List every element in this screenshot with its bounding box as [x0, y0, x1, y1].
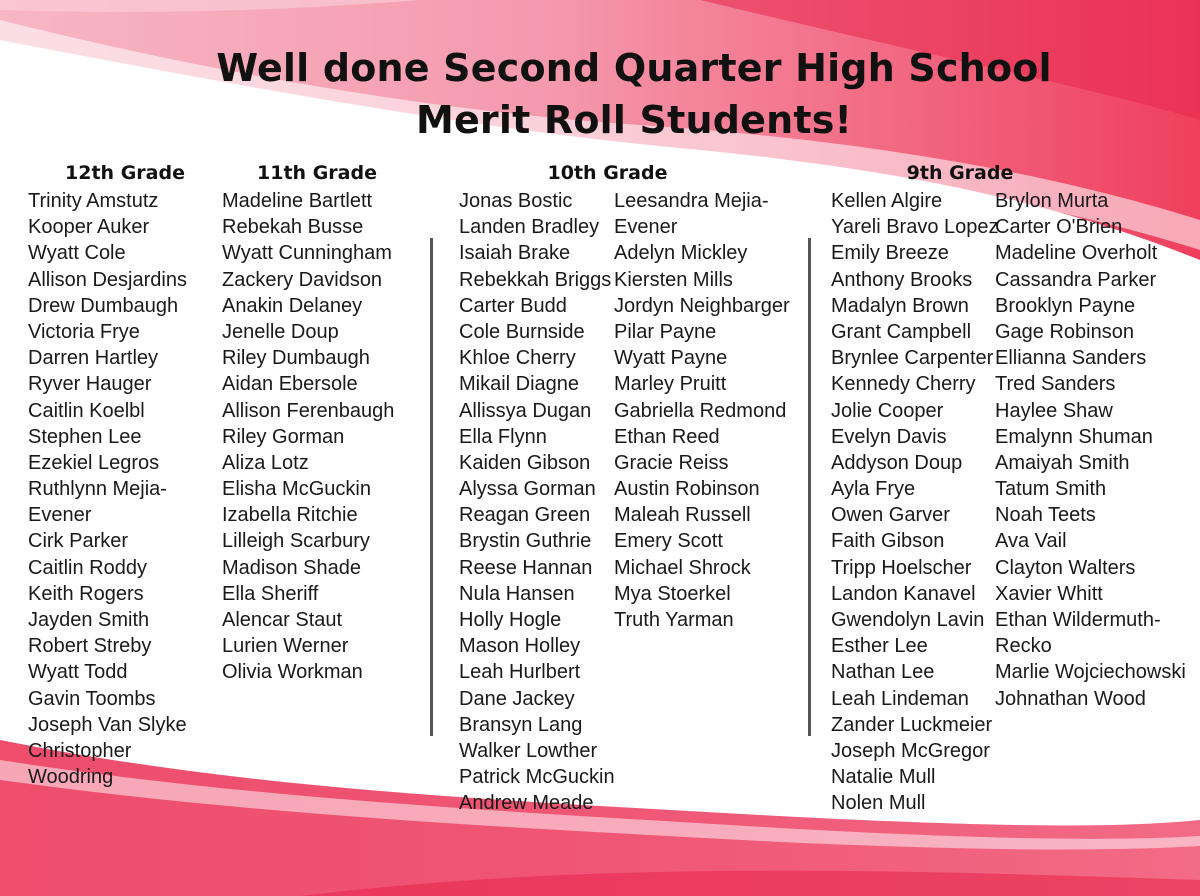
student-name: Keith Rogers: [28, 582, 144, 605]
student-name: Wyatt Cunningham: [222, 242, 392, 265]
name-list-9th-grade-b: [995, 188, 1186, 712]
student-name: Alencar Staut: [222, 609, 343, 631]
student-name: Anakin Delaney: [222, 294, 363, 317]
student-name: Patrick McGuckin: [459, 766, 615, 789]
name-list-10th-grade-a: [459, 188, 615, 817]
student-name: Haylee Shaw: [995, 399, 1113, 422]
student-name: Recko: [995, 635, 1052, 658]
name-list-11th-grade: [222, 188, 394, 686]
student-name: Olivia Workman: [222, 661, 363, 684]
student-name: Allison Desjardins: [28, 268, 187, 291]
student-name: Clayton Walters: [995, 556, 1136, 579]
student-name: Mya Stoerkel: [614, 582, 731, 605]
name-list-12th-grade: [28, 188, 187, 790]
student-name: Amaiyah Smith: [995, 451, 1130, 474]
student-name: Brylon Murta: [995, 190, 1109, 212]
student-name: Gwendolyn Lavin: [831, 609, 985, 631]
student-name: Aliza Lotz: [222, 451, 309, 474]
student-name: Leah Hurlbert: [459, 661, 581, 684]
student-name: Johnathan Wood: [995, 687, 1146, 710]
student-name: Jonas Bostic: [459, 190, 573, 212]
student-name: Leah Lindeman: [831, 687, 969, 710]
student-name: Ellianna Sanders: [995, 347, 1147, 370]
student-name: Kellen Algire: [831, 190, 943, 212]
student-name: Trinity Amstutz: [28, 190, 159, 212]
student-name: Ethan Reed: [614, 425, 720, 448]
student-name: Nolen Mull: [831, 792, 926, 815]
student-name: Noah Teets: [995, 504, 1096, 527]
grade-heading-10: 10th Grade: [547, 162, 668, 184]
column-divider: [430, 238, 433, 736]
student-name: Kiersten Mills: [614, 268, 733, 291]
student-name: Natalie Mull: [831, 766, 936, 789]
student-name: Andrew Meade: [459, 792, 594, 815]
student-name: Cole Burnside: [459, 320, 585, 343]
student-name: Esther Lee: [831, 635, 928, 658]
student-name: Truth Yarman: [614, 609, 734, 631]
student-name: Evelyn Davis: [831, 425, 947, 448]
student-name: Madeline Bartlett: [222, 190, 373, 212]
student-name: Stephen Lee: [28, 425, 142, 448]
column-divider: [808, 238, 811, 736]
student-name: Landen Bradley: [459, 216, 600, 239]
student-name: Kooper Auker: [28, 216, 150, 239]
student-name: Addyson Doup: [831, 451, 963, 474]
student-name: Emery Scott: [614, 530, 723, 553]
student-name: Michael Shrock: [614, 556, 751, 579]
student-name: Tred Sanders: [995, 373, 1116, 396]
student-name: Brynlee Carpenter: [831, 347, 994, 370]
student-name: Allissya Dugan: [459, 399, 592, 422]
student-name: Christopher: [28, 739, 132, 762]
student-name: Mikail Diagne: [459, 373, 580, 396]
student-name: Evener: [28, 504, 92, 527]
student-name: Cirk Parker: [28, 530, 129, 553]
student-name: Grant Campbell: [831, 320, 972, 343]
student-name: Emily Breeze: [831, 242, 949, 265]
student-name: Caitlin Koelbl: [28, 399, 145, 422]
grade-heading-9: 9th Grade: [906, 162, 1014, 184]
student-name: Gavin Toombs: [28, 687, 156, 710]
student-name: Cassandra Parker: [995, 268, 1157, 291]
student-name: Wyatt Cole: [28, 242, 126, 265]
student-name: Brooklyn Payne: [995, 294, 1136, 317]
student-name: Pilar Payne: [614, 320, 717, 343]
student-name: Lurien Werner: [222, 635, 349, 658]
student-name: Jayden Smith: [28, 609, 150, 631]
student-name: Jenelle Doup: [222, 320, 339, 343]
student-name: Wyatt Payne: [614, 347, 728, 370]
student-name: Gage Robinson: [995, 320, 1134, 343]
student-name: Marley Pruitt: [614, 373, 727, 396]
student-name: Ayla Frye: [831, 478, 916, 501]
student-name: Maleah Russell: [614, 504, 751, 527]
student-name: Madeline Overholt: [995, 242, 1158, 265]
student-name: Adelyn Mickley: [614, 242, 748, 265]
student-name: Madison Shade: [222, 556, 361, 579]
student-name: Izabella Ritchie: [222, 504, 358, 527]
student-name: Evener: [614, 216, 678, 239]
student-name: Landon Kanavel: [831, 582, 976, 605]
title-line-2: Merit Roll Students!: [415, 98, 853, 142]
student-name: Zackery Davidson: [222, 268, 383, 291]
student-name: Joseph Van Slyke: [28, 713, 187, 736]
student-name: Anthony Brooks: [831, 268, 973, 291]
student-name: Kennedy Cherry: [831, 373, 976, 396]
student-name: Ryver Hauger: [28, 373, 152, 396]
student-name: Jordyn Neighbarger: [614, 294, 790, 317]
student-name: Victoria Frye: [28, 320, 140, 343]
student-name: Walker Lowther: [459, 739, 598, 762]
student-name: Robert Streby: [28, 635, 152, 658]
student-name: Carter O'Brien: [995, 216, 1123, 239]
student-name: Ella Flynn: [459, 425, 547, 448]
student-name: Darren Hartley: [28, 347, 159, 370]
student-name: Lilleigh Scarbury: [222, 530, 370, 553]
student-name: Nula Hansen: [459, 582, 575, 605]
student-name: Tripp Hoelscher: [831, 556, 972, 579]
student-name: Kaiden Gibson: [459, 451, 591, 474]
student-name: Carter Budd: [459, 294, 567, 317]
student-name: Madalyn Brown: [831, 294, 969, 317]
student-name: Drew Dumbaugh: [28, 294, 179, 317]
student-name: Tatum Smith: [995, 478, 1107, 501]
student-name: Xavier Whitt: [995, 582, 1103, 605]
student-name: Brystin Guthrie: [459, 530, 592, 553]
student-name: Leesandra Mejia-: [614, 190, 769, 212]
name-list-10th-grade-b: [614, 188, 790, 633]
student-name: Elisha McGuckin: [222, 478, 371, 501]
student-name: Gracie Reiss: [614, 451, 729, 474]
grade-heading-11: 11th Grade: [257, 162, 377, 184]
grade-heading-12: 12th Grade: [65, 162, 185, 184]
student-name: Allison Ferenbaugh: [222, 399, 395, 422]
title-line-1: Well done Second Quarter High School: [216, 46, 1052, 90]
student-name: Gabriella Redmond: [614, 399, 787, 422]
student-name: Zander Luckmeier: [831, 713, 993, 736]
student-name: Wyatt Todd: [28, 661, 128, 684]
student-name: Mason Holley: [459, 635, 581, 658]
student-name: Marlie Wojciechowski: [995, 661, 1186, 684]
student-name: Reese Hannan: [459, 556, 593, 579]
student-name: Aidan Ebersole: [222, 373, 358, 396]
student-name: Holly Hogle: [459, 609, 562, 631]
student-name: Joseph McGregor: [831, 739, 990, 762]
student-name: Riley Dumbaugh: [222, 347, 370, 370]
student-name: Ava Vail: [995, 530, 1067, 553]
student-name: Rebekah Busse: [222, 216, 364, 239]
student-name: Ruthlynn Mejia-: [28, 478, 167, 501]
student-name: Ezekiel Legros: [28, 451, 160, 474]
student-name: Caitlin Roddy: [28, 556, 147, 579]
student-name: Jolie Cooper: [831, 399, 944, 422]
student-name: Bransyn Lang: [459, 713, 583, 736]
student-name: Faith Gibson: [831, 530, 945, 553]
student-name: Ethan Wildermuth-: [995, 609, 1161, 631]
student-name: Nathan Lee: [831, 661, 935, 684]
student-name: Austin Robinson: [614, 478, 760, 501]
student-name: Khloe Cherry: [459, 347, 576, 370]
student-name: Woodring: [28, 766, 114, 789]
student-name: Ella Sheriff: [222, 582, 319, 605]
student-name: Owen Garver: [831, 504, 950, 527]
student-name: Rebekkah Briggs: [459, 268, 612, 291]
student-name: Yareli Bravo Lopez: [831, 216, 999, 239]
student-name: Riley Gorman: [222, 425, 345, 448]
name-list-9th-grade-a: [831, 188, 999, 817]
student-name: Dane Jackey: [459, 687, 575, 710]
student-name: Reagan Green: [459, 504, 591, 527]
student-name: Alyssa Gorman: [459, 478, 596, 501]
student-name: Emalynn Shuman: [995, 425, 1153, 448]
student-name: Isaiah Brake: [459, 242, 571, 265]
